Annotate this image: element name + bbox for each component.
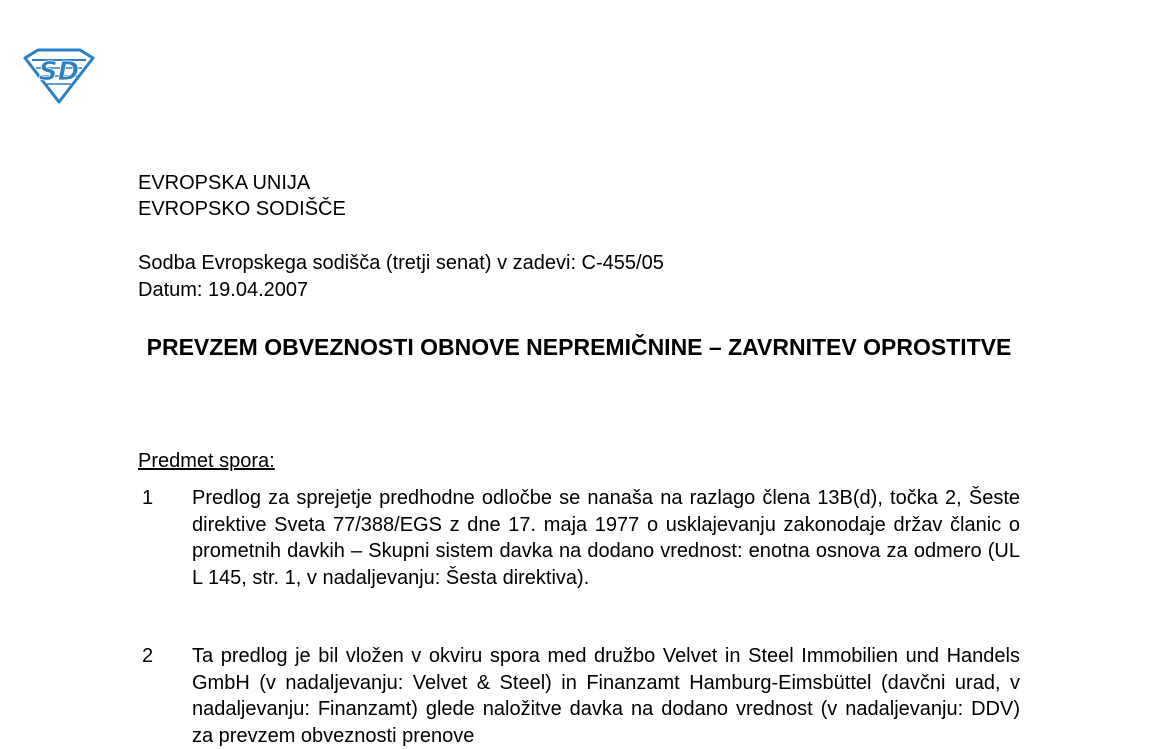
paragraph-1 <box>138 485 1020 591</box>
header-union: EVROPSKA UNIJA <box>138 172 311 194</box>
paragraph-number: 2 <box>142 645 154 667</box>
paragraph-2 <box>138 643 1020 749</box>
judgment-date: Datum: 19.04.2007 <box>138 279 309 301</box>
paragraph-text: Predlog za sprejetje predhodne odločbe se nanaša na razlago člena 13B(d), točka 2, Šeste direktive Sveta 77/388/EGS z dne 17. maja 1977 o usklajevanju zakonodaje držav članic o prometnih davkih – Skupni sistem davka na dodano vrednost: enotna osnova za odmero (UL L 145, str. 1, v nadaljevanju: Šesta direktiva). <box>192 487 1020 589</box>
paragraph-number: 1 <box>142 487 154 509</box>
sd-logo <box>22 48 96 104</box>
document-title: PREVZEM OBVEZNOSTI OBNOVE NEPREMIČNINE – ZAVRNITEV OPROSTITVE <box>146 334 1012 360</box>
paragraph-text: Ta predlog je bil vložen v okviru spora med družbo Velvet in Steel Immobilien und Handels GmbH (v nadaljevanju: Velvet & Steel) in Finanzamt Hamburg-Eimsbüttel (davčni urad, v nadaljevanju: Finanzamt) glede naložitve davka na dodano vrednost (v nadaljevanju: DDV) za prevzem obveznosti prenove <box>192 645 1020 747</box>
logo-letters: SD <box>38 57 80 87</box>
judgment-reference: Sodba Evropskega sodišča (tretji senat) v zadevi: C-455/05 <box>138 252 664 274</box>
shield-logo-icon <box>22 48 96 104</box>
section-heading: Predmet spora: <box>138 450 275 472</box>
header-court: EVROPSKO SODIŠČE <box>138 198 346 220</box>
